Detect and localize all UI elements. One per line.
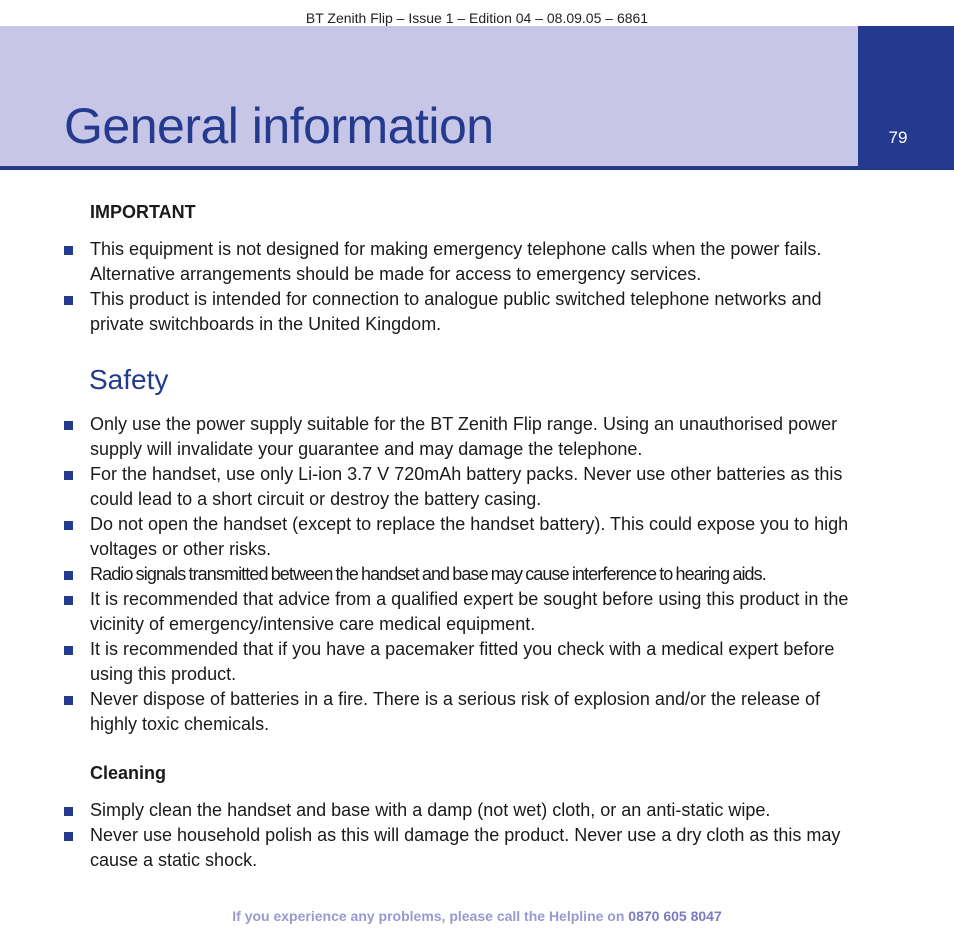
list-item-text: Never use household polish as this will damage the product. Never use a dry cloth as this may cause a static shock. (90, 825, 841, 870)
cleaning-label: Cleaning (90, 763, 167, 783)
list-item-text: Radio signals transmitted between the handset and base may cause interference to hearing aids. (90, 564, 766, 584)
list-item-text: This product is intended for connection to analogue public switched telephone networks and private switchboards in the United Kingdom. (90, 289, 822, 334)
list-item-text: Only use the power supply suitable for the BT Zenith Flip range. Using an unauthorised power supply will invalidate your guarantee and may damage the telephone. (90, 414, 838, 459)
cleaning-list (0, 798, 954, 873)
running-head: BT Zenith Flip – Issue 1 – Edition 04 – 08.09.05 – 6861 (305, 10, 649, 26)
list-item-text: It is recommended that if you have a pacemaker fitted you check with a medical expert before using this product. (90, 639, 835, 684)
important-list (0, 237, 954, 337)
helpline-footer (0, 908, 954, 924)
bullet-icon (64, 832, 73, 841)
header-rule (0, 166, 954, 170)
bullet-icon (64, 296, 73, 305)
safety-list (0, 412, 954, 737)
bullet-icon (64, 521, 73, 530)
page-number: 79 (888, 128, 908, 147)
bullet-icon (64, 596, 73, 605)
list-item-text: Simply clean the handset and base with a damp (not wet) cloth, or an anti-static wipe. (90, 800, 771, 820)
list-item (0, 412, 850, 462)
list-item (0, 687, 850, 737)
bullet-icon (64, 571, 73, 580)
bullet-icon (64, 246, 73, 255)
bullet-icon (64, 421, 73, 430)
list-item-text: Never dispose of batteries in a fire. There is a serious risk of explosion and/or the release of highly toxic chemicals. (90, 689, 821, 734)
footer-text: If you experience any problems, please call the Helpline on (232, 908, 625, 924)
list-item (0, 462, 850, 512)
bullet-icon (64, 646, 73, 655)
list-item-text: Do not open the handset (except to replace the handset battery). This could expose you to high voltages or other risks. (90, 514, 849, 559)
list-item-text: It is recommended that advice from a qualified expert be sought before using this product in the vicinity of emergency/intensive care medical equipment. (90, 589, 849, 634)
bullet-icon (64, 807, 73, 816)
list-item-text: For the handset, use only Li-ion 3.7 V 720mAh battery packs. Never use other batteries as this could lead to a short circuit or destroy the battery casing. (90, 464, 843, 509)
list-item (0, 562, 850, 587)
bullet-icon (64, 696, 73, 705)
safety-heading: Safety (89, 364, 169, 395)
list-item (0, 587, 850, 637)
helpline-number: 0870 605 8047 (628, 908, 722, 924)
list-item (0, 798, 850, 823)
bullet-icon (64, 471, 73, 480)
list-item (0, 637, 850, 687)
list-item (0, 237, 850, 287)
important-label: IMPORTANT (90, 202, 196, 222)
list-item (0, 823, 850, 873)
list-item (0, 287, 850, 337)
list-item (0, 512, 850, 562)
list-item-text: This equipment is not designed for making emergency telephone calls when the power fails. Alternative arrangements should be made for access to emergency services. (90, 239, 822, 284)
page-title: General information (64, 98, 494, 154)
